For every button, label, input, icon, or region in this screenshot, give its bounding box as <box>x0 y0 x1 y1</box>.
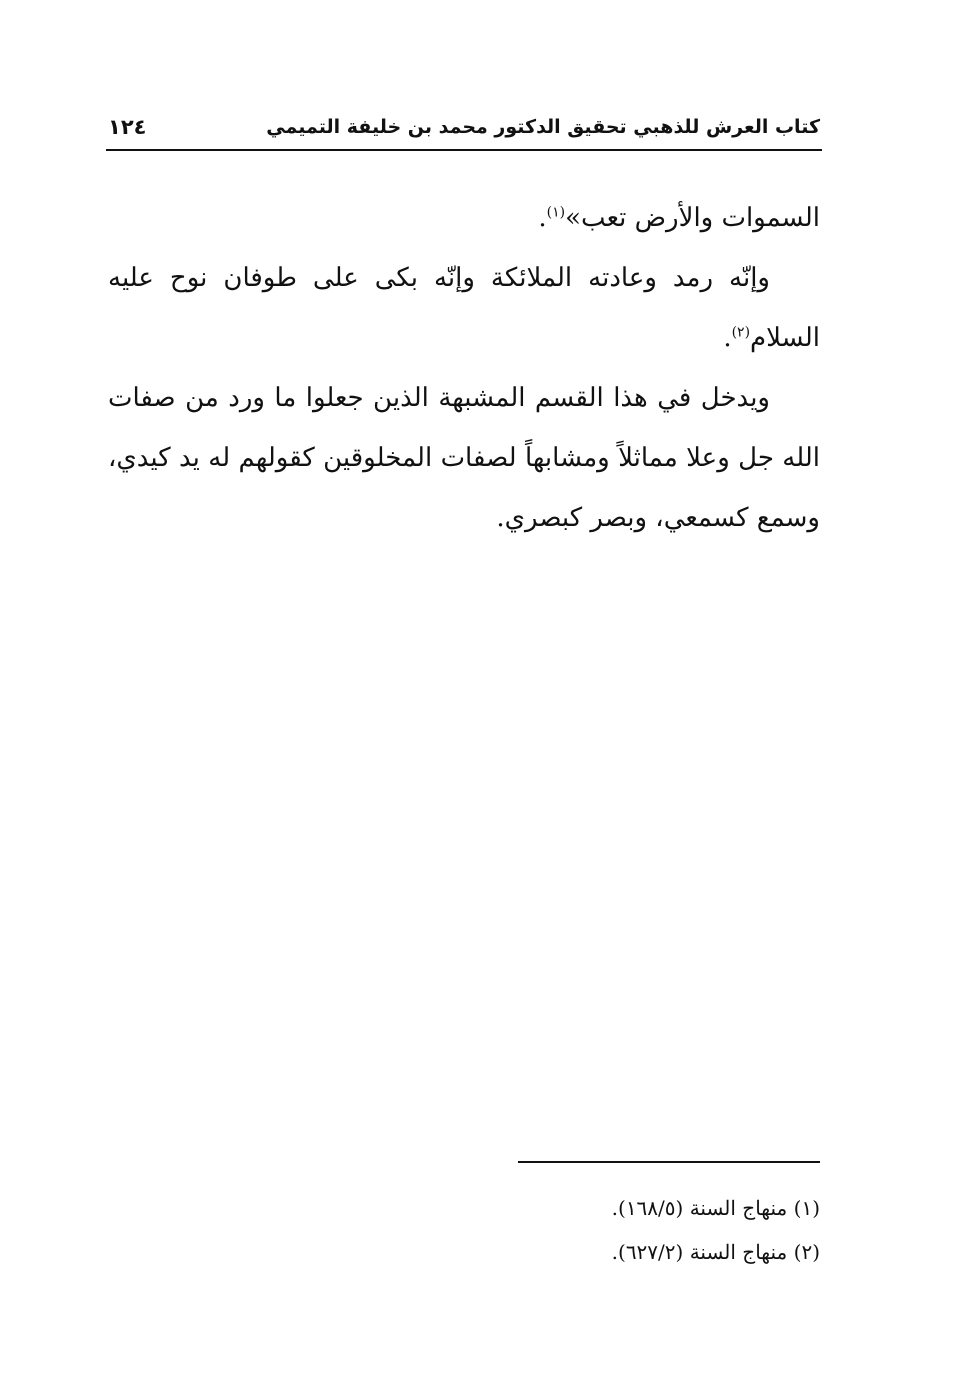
running-header-title: كتاب العرش للذهبي تحقيق الدكتور محمد بن خليفة التميمي <box>266 116 820 138</box>
footnote-1: (١) منهاج السنة (١٦٨/٥). <box>611 1196 820 1220</box>
paragraph-1-end: . <box>538 203 547 233</box>
paragraph-3 <box>108 368 820 548</box>
footnote-ref-1: (١) <box>546 204 566 221</box>
paragraph-1 <box>108 188 820 248</box>
running-header <box>108 110 820 144</box>
header-divider <box>106 149 822 151</box>
paragraph-3-text: ويدخل في هذا القسم المشبهة الذين جعلوا ما ورد من صفات الله جل وعلا مماثلاً ومشابهاً لصفات المخلوقين كقولهم له يد كيدي، وسمع كسمعي، وبصر كبصري. <box>108 383 820 533</box>
footnote-divider <box>518 1161 820 1163</box>
footnotes <box>500 1186 820 1274</box>
page-number: ١٢٤ <box>108 115 147 139</box>
paragraph-2 <box>108 248 820 368</box>
footnote-2: (٢) منهاج السنة (٦٢٧/٢). <box>611 1240 820 1264</box>
paragraph-2-end: . <box>723 323 732 353</box>
footnote-ref-2: (٢) <box>731 324 751 341</box>
paragraph-1-text: السموات والأرض تعب» <box>565 203 820 233</box>
paragraph-2-text: وإنّه رمد وعادته الملائكة وإنّه بكى على طوفان نوح عليه السلام <box>108 263 820 353</box>
main-text <box>108 188 820 548</box>
